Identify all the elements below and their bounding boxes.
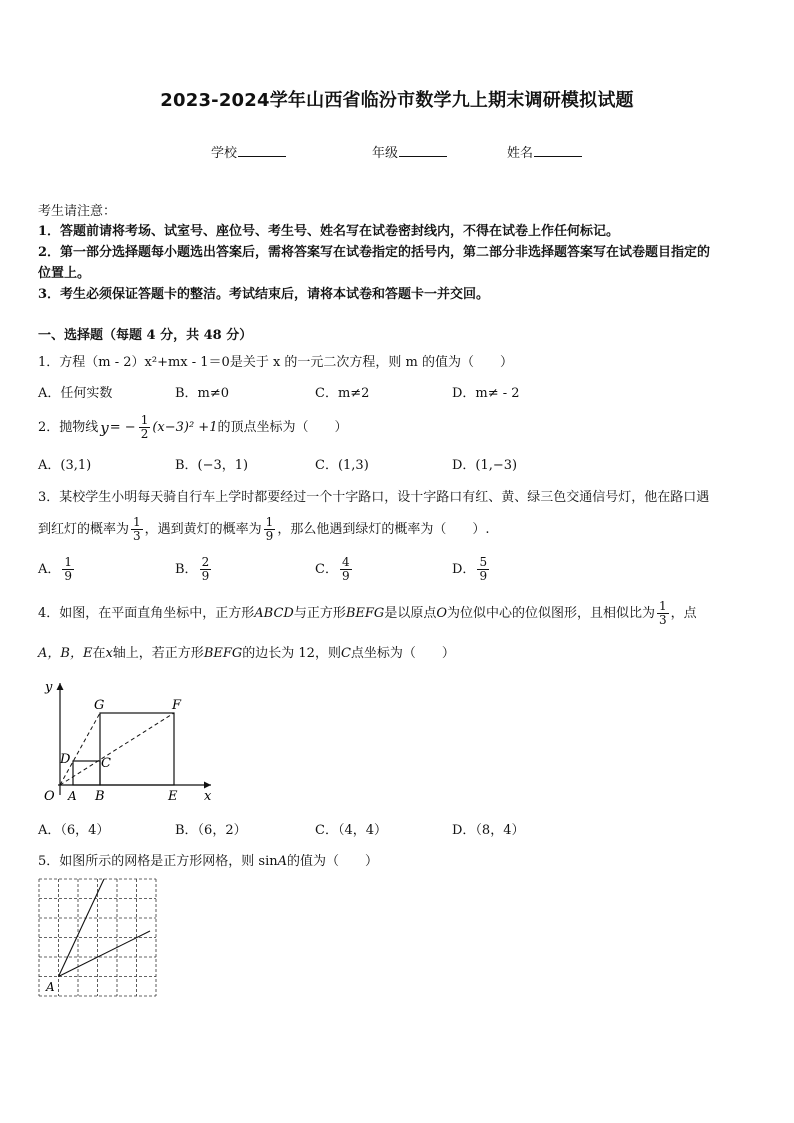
square-befg	[100, 713, 174, 785]
q5-grid-figure	[36, 876, 161, 1001]
q2-y: y	[100, 418, 109, 437]
label-a: A	[68, 789, 77, 803]
q3-text-a: 到红灯的概率为	[38, 521, 130, 537]
label-e: E	[168, 789, 178, 804]
grade-blank[interactable]	[399, 144, 447, 157]
grade-label: 年级	[372, 146, 399, 161]
name-blank[interactable]	[534, 144, 582, 157]
q3-option-b[interactable]: B． $\frac{2}{9}$	[175, 555, 210, 583]
q4-option-d[interactable]: D．（8，4）	[452, 823, 525, 838]
school-label: 学校	[211, 146, 238, 161]
label-g: G	[94, 698, 105, 713]
notice-item-3: 3．考生必须保证答题卡的整洁。考试结束后，请将本试卷和答题卡一并交回。	[38, 287, 490, 302]
q2-suffix: 的顶点坐标为（ ）	[217, 419, 348, 435]
notice-item-2-cont: 位置上。	[38, 266, 91, 281]
q4-figure	[38, 675, 223, 805]
q4-ratio: $\frac{1}{3}$	[659, 599, 667, 627]
grade-field[interactable]	[372, 142, 447, 161]
label-o: O	[44, 789, 55, 804]
label-x: x	[204, 789, 212, 804]
q2-stem	[38, 414, 348, 441]
q3-line1: 3．某校学生小明每天骑自行车上学时都要经过一个十字路口，设十字路口有红、黄、绿三色交通信号灯，他在路口遇	[38, 490, 710, 505]
notice-item-2: 2．第一部分选择题每小题选出答案后，需将答案写在试卷指定的括号内，第二部分非选择题答案写在试卷题目指定的	[38, 245, 711, 260]
square-abcd	[73, 761, 100, 785]
q2-option-c[interactable]: C．(1,3)	[315, 458, 369, 473]
q4-option-c[interactable]: C．（4，4）	[315, 823, 387, 838]
notice-heading: 考生请注意：	[38, 204, 117, 219]
q3-line2	[38, 516, 489, 543]
section-heading: 一、选择题（每题 4 分，共 48 分）	[38, 328, 253, 343]
q3-fraction-red: $\frac{1}{3}$	[133, 515, 141, 543]
q3-fraction-yellow: $\frac{1}{9}$	[265, 515, 274, 543]
school-blank[interactable]	[238, 144, 286, 157]
label-y: y	[45, 680, 53, 695]
q2-option-b[interactable]: B．(−3，1)	[175, 458, 249, 473]
q1-stem: 1．方程（m - 2）x²+mx - 1＝0是关于 x 的一元二次方程，则 m 的值为（ ）	[38, 355, 514, 370]
q3-text-b: ，遇到黄灯的概率为	[144, 521, 262, 537]
q2-option-a[interactable]: A．(3,1)	[38, 458, 92, 473]
label-f: F	[172, 698, 182, 713]
q1-option-d[interactable]: D．m≠ - 2	[452, 386, 520, 401]
q2-prefix: 2．抛物线	[38, 419, 99, 435]
dashed-of	[60, 713, 174, 785]
q1-option-b[interactable]: B．m≠0	[175, 386, 230, 401]
q4-line1: 4．如图，在平面直角坐标中，正方形 ABCD 与正方形 BEFG 是以原点 O 为位似中心的位似图形，且相似比为 $\frac{1}{3}$ ，点	[38, 599, 697, 627]
q1-option-a[interactable]: A．任何实数	[38, 386, 113, 401]
dashed-og	[60, 713, 100, 785]
q3-text-c: ，那么他遇到绿灯的概率为（ ）.	[277, 521, 490, 537]
label-c: C	[101, 756, 111, 771]
q1-option-c[interactable]: C．m≠2	[315, 386, 370, 401]
q5-stem: 5．如图所示的网格是正方形网格，则 sinA的值为（ ）	[38, 854, 379, 869]
q3-option-a[interactable]: A． $\frac{1}{9}$	[38, 555, 73, 583]
q4-option-a[interactable]: A．（6，4）	[38, 823, 110, 838]
name-field[interactable]	[507, 142, 582, 161]
name-label: 姓名	[507, 146, 534, 161]
label-b: B	[95, 789, 105, 804]
school-field[interactable]	[211, 142, 286, 161]
label-vertex-a: A	[46, 980, 55, 994]
q2-fraction: $\frac{1}{2}$	[140, 413, 149, 441]
q4-option-b[interactable]: B．（6，2）	[175, 823, 247, 838]
q2-option-d[interactable]: D．(1,−3)	[452, 458, 518, 473]
page-title: 2023-2024学年山西省临汾市数学九上期末调研模拟试题	[160, 90, 634, 111]
q2-expr: (x−3)² +1	[152, 419, 218, 435]
q2-eq: = −	[109, 419, 136, 435]
q4-line2: A，B，E在x轴上，若正方形BEFG的边长为 12，则C点坐标为（ ）	[38, 646, 455, 661]
grid-lines	[39, 879, 156, 996]
q3-option-c[interactable]: C． $\frac{4}{9}$	[315, 555, 350, 583]
notice-item-1: 1．答题前请将考场、试室号、座位号、考生号、姓名写在试卷密封线内，不得在试卷上作任何标记。	[38, 224, 620, 239]
label-d: D	[60, 752, 71, 767]
q3-option-d[interactable]: D． $\frac{5}{9}$	[452, 555, 488, 583]
